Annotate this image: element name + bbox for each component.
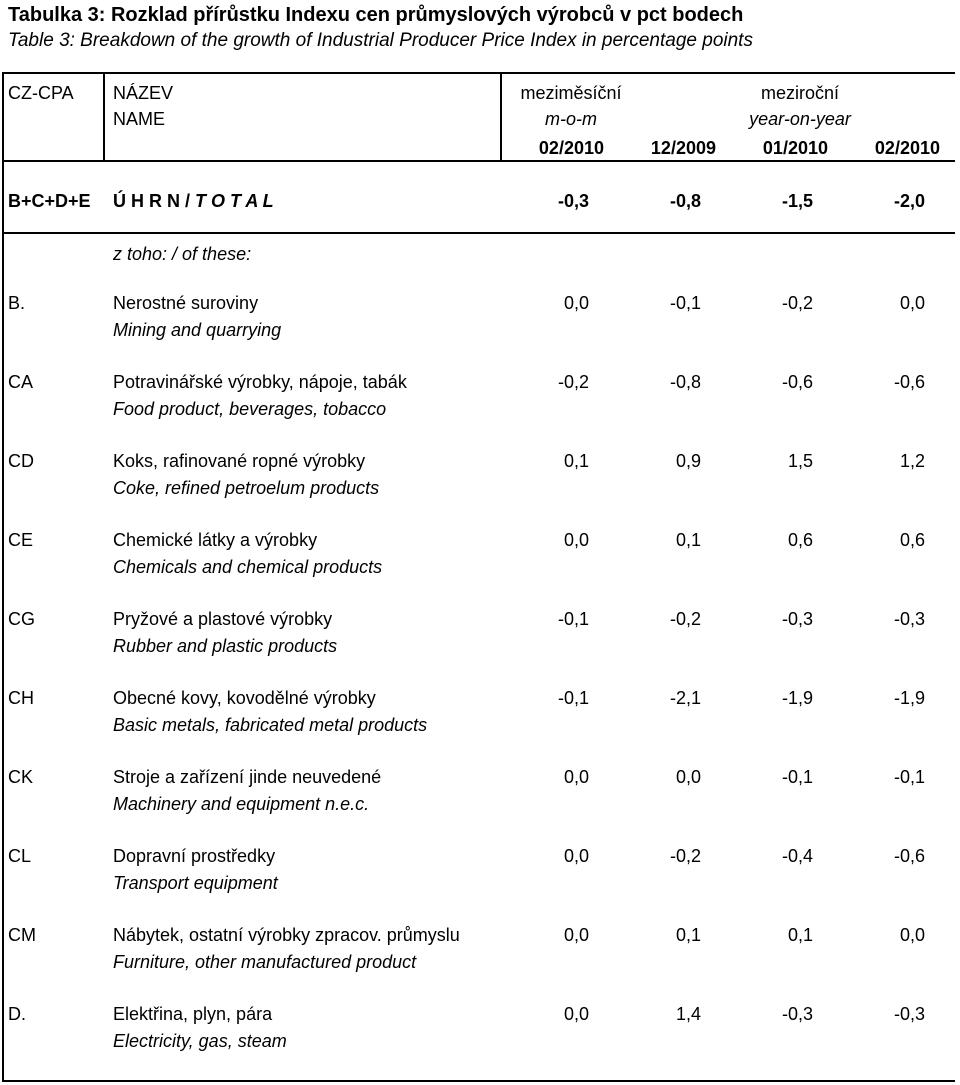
row-value: -0,2 — [669, 846, 701, 866]
row-value: 0,0 — [563, 925, 589, 945]
name-column-divider — [500, 72, 502, 160]
row-code: CD — [8, 451, 34, 471]
total-value: -2,0 — [893, 191, 925, 211]
row-value: 0,1 — [675, 925, 701, 945]
row-code: CK — [8, 767, 34, 787]
row-name-cz: Nábytek, ostatní výrobky zpracov. průmyslu — [113, 925, 460, 945]
row-value: -1,9 — [893, 688, 925, 708]
header-period: 02/2010 — [874, 138, 940, 158]
row-name-en: Basic metals, fabricated metal products — [113, 715, 428, 735]
total-code: B+C+D+E — [8, 191, 91, 211]
row-name-en: Mining and quarrying — [113, 320, 282, 340]
row-code: CG — [8, 609, 35, 629]
row-value: -0,1 — [893, 767, 925, 787]
row-value: 0,9 — [675, 451, 701, 471]
row-code: CH — [8, 688, 34, 708]
header-mom-cz: meziměsíční — [520, 83, 622, 103]
row-value: 0,1 — [675, 530, 701, 550]
total-divider — [2, 232, 955, 234]
total-label-en: T O T A L — [195, 191, 274, 211]
row-value: -0,1 — [669, 293, 701, 313]
of-these-label: z toho: / of these: — [113, 244, 252, 264]
row-value: -1,9 — [781, 688, 813, 708]
row-value: -0,6 — [893, 846, 925, 866]
header-period: 12/2009 — [650, 138, 716, 158]
row-code: CA — [8, 372, 34, 392]
row-name-en: Food product, beverages, tobacco — [113, 399, 387, 419]
row-name-en: Electricity, gas, steam — [113, 1031, 287, 1051]
row-name-cz: Dopravní prostředky — [113, 846, 276, 866]
row-value: 0,0 — [675, 767, 701, 787]
row-value: 0,0 — [563, 767, 589, 787]
row-code: CM — [8, 925, 36, 945]
row-name-cz: Nerostné suroviny — [113, 293, 259, 313]
header-period: 01/2010 — [762, 138, 828, 158]
row-value: -0,1 — [781, 767, 813, 787]
row-value: -0,3 — [893, 1004, 925, 1024]
row-value: -0,6 — [893, 372, 925, 392]
row-name-cz: Potravinářské výrobky, nápoje, tabák — [113, 372, 407, 392]
header-name-cz: NÁZEV — [113, 83, 174, 103]
row-value: -0,2 — [557, 372, 589, 392]
row-value: 0,0 — [899, 925, 925, 945]
row-code: D. — [8, 1004, 26, 1024]
row-value: 0,0 — [563, 1004, 589, 1024]
code-column-divider — [103, 72, 105, 160]
total-value: -0,3 — [557, 191, 589, 211]
row-value: 0,0 — [563, 530, 589, 550]
header-period: 02/2010 — [538, 138, 604, 158]
row-name-en: Furniture, other manufactured product — [113, 952, 417, 972]
header-code: CZ-CPA — [8, 83, 74, 103]
row-value: 0,6 — [787, 530, 813, 550]
total-label — [113, 190, 274, 212]
row-value: 0,0 — [899, 293, 925, 313]
row-value: -0,8 — [669, 372, 701, 392]
table-title: Tabulka 3: Rozklad přírůstku Indexu cen průmyslových výrobců v pct bodech — [8, 4, 744, 26]
header-yoy-en: year-on-year — [749, 109, 851, 129]
row-name-cz: Obecné kovy, kovodělné výrobky — [113, 688, 376, 708]
row-value: -0,2 — [669, 609, 701, 629]
row-code: B. — [8, 293, 26, 313]
row-name-cz: Pryžové a plastové výrobky — [113, 609, 333, 629]
row-value: 1,2 — [899, 451, 925, 471]
row-value: 0,0 — [563, 846, 589, 866]
row-value: 0,1 — [787, 925, 813, 945]
row-value: -0,2 — [781, 293, 813, 313]
table-subtitle: Table 3: Breakdown of the growth of Industrial Producer Price Index in percentage points — [8, 30, 753, 51]
header-divider — [2, 160, 955, 162]
row-name-en: Chemicals and chemical products — [113, 557, 383, 577]
row-name-en: Machinery and equipment n.e.c. — [113, 794, 370, 814]
row-name-cz: Stroje a zařízení jinde neuvedené — [113, 767, 382, 787]
row-name-cz: Elektřina, plyn, pára — [113, 1004, 273, 1024]
row-value: 1,4 — [675, 1004, 701, 1024]
row-value: -2,1 — [669, 688, 701, 708]
total-value: -1,5 — [781, 191, 813, 211]
total-label-cz: Ú H R N / — [113, 191, 196, 211]
row-name-en: Transport equipment — [113, 873, 278, 893]
row-value: 0,0 — [563, 293, 589, 313]
row-code: CE — [8, 530, 34, 550]
row-value: 1,5 — [787, 451, 813, 471]
row-value: -0,3 — [893, 609, 925, 629]
row-value: -0,1 — [557, 609, 589, 629]
row-name-en: Coke, refined petroelum products — [113, 478, 380, 498]
row-value: -0,3 — [781, 1004, 813, 1024]
header-name-en: NAME — [113, 109, 166, 129]
row-value: -0,1 — [557, 688, 589, 708]
row-value: -0,6 — [781, 372, 813, 392]
row-name-cz: Chemické látky a výrobky — [113, 530, 318, 550]
row-value: 0,6 — [899, 530, 925, 550]
header-mom-en: m-o-m — [545, 109, 597, 129]
row-name-en: Rubber and plastic products — [113, 636, 338, 656]
header-yoy-cz: meziroční — [760, 83, 840, 103]
row-value: -0,4 — [781, 846, 813, 866]
total-value: -0,8 — [669, 191, 701, 211]
row-code: CL — [8, 846, 32, 866]
row-value: -0,3 — [781, 609, 813, 629]
row-name-cz: Koks, rafinované ropné výrobky — [113, 451, 366, 471]
row-value: 0,1 — [563, 451, 589, 471]
